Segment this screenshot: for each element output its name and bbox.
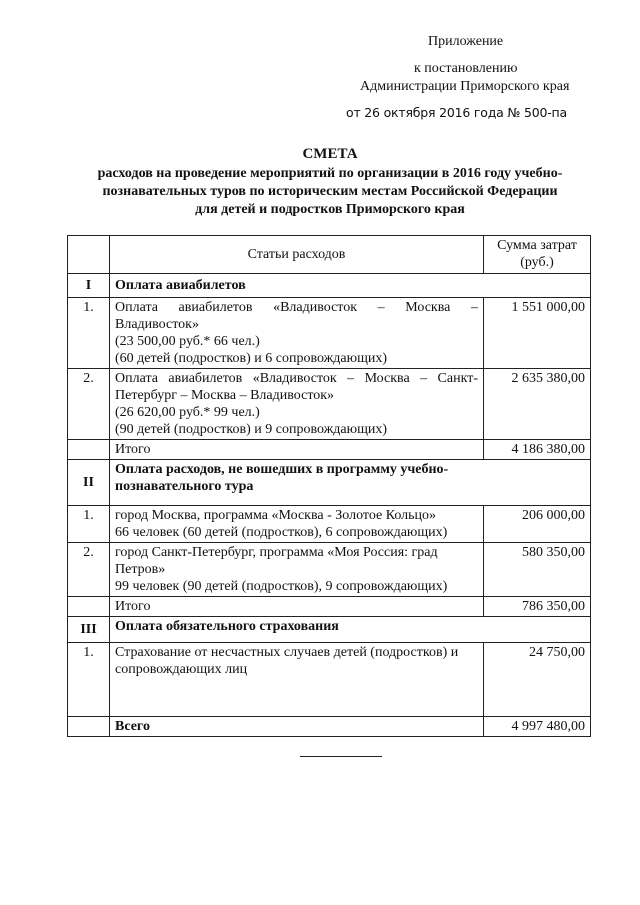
- appendix-label: Приложение: [428, 34, 504, 49]
- row-line: город Москва, программа «Москва - Золотое Кольцо»: [115, 508, 437, 523]
- section-row: [68, 460, 591, 506]
- resolution-date-number: от 26 октября 2016 года № 500-па: [346, 105, 567, 120]
- section-title-text: Оплата расходов, не вошедших в программу учебно-познавательного тура: [115, 462, 449, 494]
- section-title: Оплата обязательного страхования: [110, 617, 591, 643]
- subtotal-amount: 786 350,00: [484, 597, 591, 617]
- table-row: [68, 298, 591, 369]
- section-row: [68, 274, 591, 298]
- header-items-cell: Статьи расходов: [110, 236, 484, 274]
- grand-total-row: [68, 717, 591, 737]
- row-description: [110, 298, 484, 369]
- resolution-ref: к постановлению: [414, 61, 518, 76]
- grand-total-label: Всего: [110, 717, 484, 737]
- subtotal-num-cell: [68, 597, 110, 617]
- row-line: Оплата авиабилетов «Владивосток – Москва – Санкт-Петербург – Москва – Владивосток»: [115, 371, 478, 403]
- subtotal-label: Итого: [110, 597, 484, 617]
- row-number: 1.: [68, 298, 110, 369]
- section-number: I: [68, 274, 110, 298]
- grand-total-num-cell: [68, 717, 110, 737]
- row-number: 1.: [68, 643, 110, 717]
- row-line: Оплата авиабилетов «Владивосток – Москва – Владивосток»: [115, 300, 478, 332]
- section-title: [110, 460, 591, 506]
- subtotal-label: Итого: [110, 440, 484, 460]
- header-sum-cell: [484, 236, 591, 274]
- row-number: 1.: [68, 506, 110, 543]
- row-amount: 206 000,00: [484, 506, 591, 543]
- table-row: [68, 643, 591, 717]
- row-amount: 2 635 380,00: [484, 369, 591, 440]
- table-row: [68, 543, 591, 597]
- title-sub-line-1: расходов на проведение мероприятий по организации в 2016 году учебно-: [97, 166, 563, 181]
- row-number: 2.: [68, 369, 110, 440]
- table-row: [68, 506, 591, 543]
- section-row: [68, 617, 591, 643]
- header-sum-line-2: (руб.): [520, 255, 554, 270]
- grand-total-amount: 4 997 480,00: [484, 717, 591, 737]
- subtotal-row: [68, 597, 591, 617]
- row-description: [110, 543, 484, 597]
- row-line: (60 детей (подростков) и 6 сопровождающих): [115, 351, 388, 366]
- row-description: [110, 369, 484, 440]
- row-amount: 24 750,00: [484, 643, 591, 717]
- section-title: Оплата авиабилетов: [110, 274, 591, 298]
- row-amount: 580 350,00: [484, 543, 591, 597]
- subtotal-num-cell: [68, 440, 110, 460]
- row-description: [110, 506, 484, 543]
- row-line: город Санкт-Петербург, программа «Моя Россия: град Петров»: [115, 545, 438, 577]
- subtotal-row: [68, 440, 591, 460]
- row-description: Страхование от несчастных случаев детей (подростков) и сопровождающих лиц: [110, 643, 484, 717]
- row-line: 66 человек (60 детей (подростков), 6 сопровождающих): [115, 525, 448, 540]
- title-sub-line-3: для детей и подростков Приморского края: [195, 202, 465, 217]
- footer-divider: [300, 756, 382, 757]
- authority-name: Администрации Приморского края: [360, 79, 570, 94]
- subtotal-amount: 4 186 380,00: [484, 440, 591, 460]
- row-line: (23 500,00 руб.* 66 чел.): [115, 334, 260, 349]
- row-line: (26 620,00 руб.* 99 чел.): [115, 405, 260, 420]
- header-num-cell: [68, 236, 110, 274]
- estimate-table: [67, 235, 591, 737]
- row-line: 99 человек (90 детей (подростков), 9 сопровождающих): [115, 579, 448, 594]
- section-number: II: [68, 460, 110, 506]
- title-main: СМЕТА: [302, 146, 358, 162]
- document-title: [70, 146, 590, 219]
- table-row: [68, 369, 591, 440]
- header-sum-line-1: Сумма затрат: [497, 238, 577, 253]
- row-amount: 1 551 000,00: [484, 298, 591, 369]
- section-number: III: [68, 617, 110, 643]
- row-number: 2.: [68, 543, 110, 597]
- row-line: (90 детей (подростков) и 9 сопровождающих): [115, 422, 388, 437]
- title-sub-line-2: познавательных туров по историческим местам Российской Федерации: [102, 184, 558, 199]
- table-header-row: [68, 236, 591, 274]
